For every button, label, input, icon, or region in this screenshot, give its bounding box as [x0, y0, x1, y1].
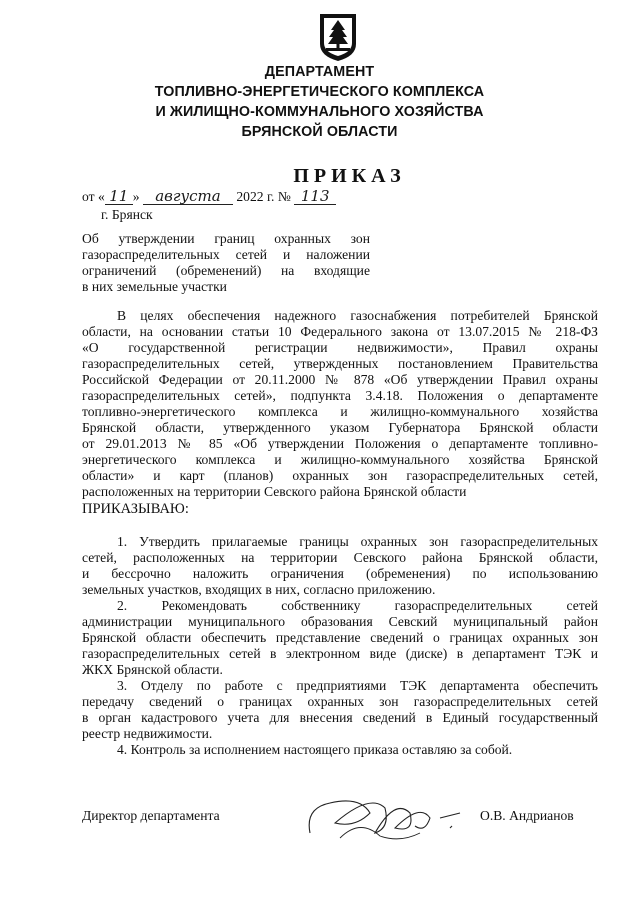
item-line: Брянской области обеспечить представление сведений о границах охранных зон	[82, 630, 598, 645]
order-item-2	[82, 598, 598, 678]
order-number: 113	[294, 188, 336, 205]
preamble	[82, 308, 598, 517]
item-line: передачу сведений о границах охранных зон газораспределительных сетей	[82, 694, 598, 709]
item-line: в орган кадастрового учета для внесения сведений в Единый государственный	[82, 710, 598, 725]
preamble-line: «О государственной регистрации недвижимости», Правил охраны	[82, 340, 598, 355]
order-word: ПРИКАЗЫВАЮ:	[82, 501, 189, 517]
date-quote: »	[132, 189, 140, 204]
number-label: №	[277, 189, 291, 204]
item-line: сетей, расположенных на территории Севского района Брянской области,	[82, 550, 598, 565]
signatory-title: Директор департамента	[82, 808, 220, 823]
item-line: ЖКХ Брянской области.	[82, 662, 223, 677]
date-month: августа	[143, 188, 233, 205]
item-line: земельных участков, входящих в них, согласно приложению.	[82, 582, 436, 597]
subject-line: газораспределительных сетей и наложении	[82, 247, 370, 262]
preamble-line: области, на основании статьи 10 Федерального закона от 13.07.2015 № 218-ФЗ	[82, 324, 598, 339]
preamble-line: энергетического комплекса и жилищно-коммунального хозяйства Брянской	[82, 452, 598, 467]
item-line: администрации муниципального образования Севский муниципальный район	[82, 614, 598, 629]
item-line: 3. Отделу по работе с предприятиями ТЭК департамента обеспечить	[117, 678, 598, 693]
subject-line: ограничений (обременений) на входящие	[82, 263, 370, 278]
preamble-line: Брянской области, утвержденного указом Губернатора Брянской области	[82, 420, 598, 435]
document-title: ПРИКАЗ	[293, 165, 406, 187]
order-item-4	[82, 742, 598, 758]
order-items	[82, 534, 598, 758]
date-line	[82, 188, 336, 205]
item-line: 4. Контроль за исполнением настоящего приказа оставляю за собой.	[117, 742, 513, 757]
subject-line: в них земельные участки	[82, 279, 227, 294]
preamble-line: области» и карт (планов) охранных зон газораспределительных сетей,	[82, 468, 598, 483]
handwritten-signature	[300, 788, 465, 848]
preamble-line: Российской Федерации от 20.11.2000 № 878 «Об утверждении Правил охраны	[82, 372, 598, 387]
date-day: 11	[105, 188, 133, 205]
department-line-2: ТОПЛИВНО-ЭНЕРГЕТИЧЕСКОГО КОМПЛЕКСА	[154, 84, 485, 100]
preamble-line: газораспределительных сетей», подпункта 3.4.18. Положения о департаменте	[82, 388, 598, 403]
department-line-4: БРЯНСКОЙ ОБЛАСТИ	[241, 124, 398, 140]
place: г. Брянск	[101, 207, 153, 222]
department-line-1: ДЕПАРТАМЕНТ	[264, 64, 375, 80]
order-item-3	[82, 678, 598, 742]
preamble-line: газораспределительных сетей, утвержденных постановлением Правительства	[82, 356, 598, 371]
item-line: реестр недвижимости.	[82, 726, 213, 741]
preamble-line: топливно-энергетического комплекса и жилищно-коммунального хозяйства	[82, 404, 598, 419]
subject-line: Об утверждении границ охранных зон	[82, 231, 370, 246]
item-line: и бессрочно наложить ограничения (обременения) по использованию	[82, 566, 598, 581]
preamble-line: от 29.01.2013 № 85 «Об утверждении Положения о департаменте топливно-	[82, 436, 598, 451]
department-line-3: И ЖИЛИЩНО-КОММУНАЛЬНОГО ХОЗЯЙСТВА	[155, 104, 484, 120]
date-year: 2022 г.	[236, 189, 275, 204]
item-line: 1. Утвердить прилагаемые границы охранных зон газораспределительных	[117, 534, 598, 549]
item-line: газораспределительных сетей в электронном виде (диске) в департамент ТЭК и	[82, 646, 598, 661]
order-item-1	[82, 534, 598, 598]
coat-of-arms-icon	[318, 12, 358, 62]
date-prefix: от «	[82, 189, 105, 204]
signatory-name: О.В. Андрианов	[480, 808, 574, 823]
preamble-line: расположенных на территории Севского района Брянской области	[82, 484, 467, 499]
subject-block	[82, 231, 370, 295]
preamble-line: В целях обеспечения надежного газоснабжения потребителей Брянской	[117, 308, 598, 323]
item-line: 2. Рекомендовать собственнику газораспределительных сетей	[117, 598, 598, 613]
